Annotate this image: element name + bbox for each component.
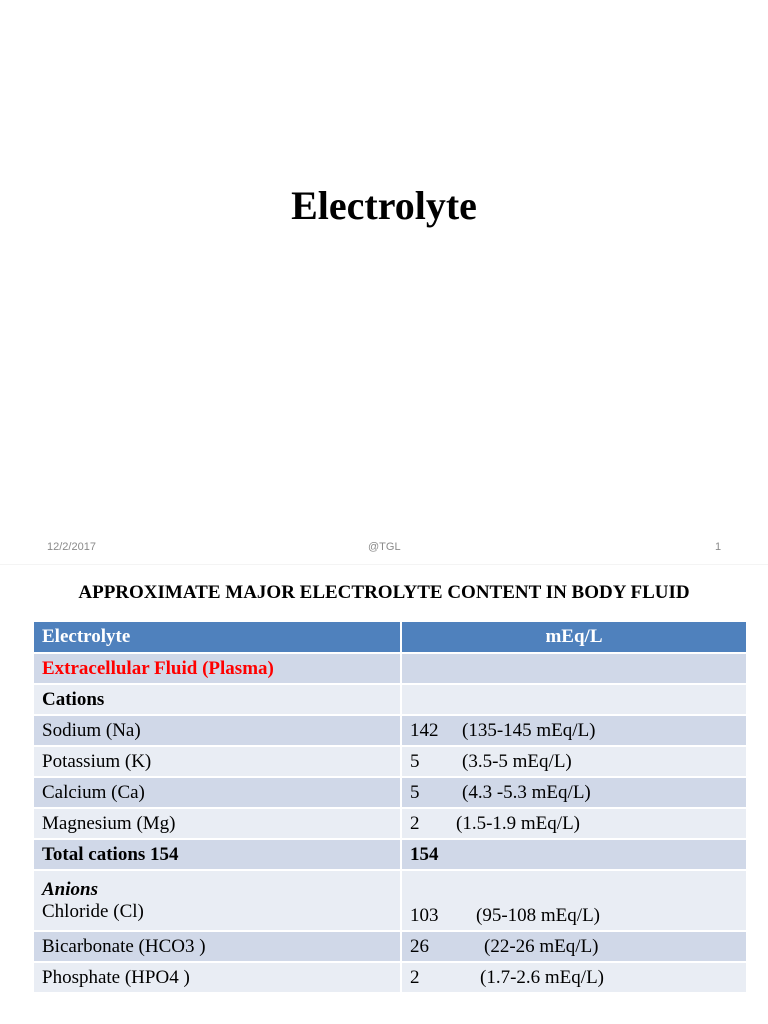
row-value [401, 931, 747, 962]
table-header-row [33, 621, 747, 653]
table-row [33, 746, 747, 777]
row-label: Calcium (Ca) [33, 777, 401, 808]
table-title: APPROXIMATE MAJOR ELECTROLYTE CONTENT IN BODY FLUID [78, 582, 690, 603]
row-value [401, 715, 747, 746]
row-value: 154 [401, 839, 747, 870]
row-value [401, 746, 747, 777]
row-number: 26 [410, 935, 429, 957]
row-range: (1.7-2.6 mEq/L) [480, 966, 605, 988]
row-range: (95-108 mEq/L) [476, 905, 601, 926]
table-row [33, 808, 747, 839]
header-meq: mEq/L [401, 621, 747, 653]
row-value [401, 653, 747, 684]
row-label: Cations [33, 684, 401, 715]
footer-page-number: 1 [715, 541, 722, 553]
row-label: Total cations 154 [33, 839, 401, 870]
footer-date: 12/2/2017 [47, 541, 96, 553]
row-range: (3.5-5 mEq/L) [462, 750, 572, 772]
table-row [33, 715, 747, 746]
slide-title: Electrolyte [291, 183, 477, 228]
row-range: (22-26 mEq/L) [484, 935, 599, 957]
row-range: (4.3 -5.3 mEq/L) [462, 781, 591, 803]
table-row [33, 653, 747, 684]
row-number: 142 [410, 719, 439, 741]
footer-author: @TGL [368, 541, 401, 553]
row-label: Phosphate (HPO4 ) [33, 962, 401, 993]
electrolyte-table [32, 620, 748, 994]
row-label-text: Chloride (Cl) [42, 900, 144, 922]
row-number: 5 [410, 781, 420, 803]
row-label: Extracellular Fluid (Plasma) [33, 653, 401, 684]
table-row [33, 870, 747, 931]
row-number: 2 [410, 966, 420, 988]
row-value [401, 870, 747, 931]
header-electrolyte: Electrolyte [33, 621, 401, 653]
row-number: 2 [410, 812, 420, 834]
anions-label: Anions [42, 878, 98, 900]
row-label [33, 870, 401, 931]
row-value [401, 962, 747, 993]
row-number: 103 [410, 905, 439, 926]
row-value [401, 808, 747, 839]
table-row [33, 684, 747, 715]
table-row [33, 962, 747, 993]
row-label: Magnesium (Mg) [33, 808, 401, 839]
electrolyte-table-slide [0, 565, 768, 1024]
row-label: Sodium (Na) [33, 715, 401, 746]
row-number: 5 [410, 750, 420, 772]
row-value [401, 777, 747, 808]
row-label: Bicarbonate (HCO3 ) [33, 931, 401, 962]
row-range: (135-145 mEq/L) [462, 719, 596, 741]
table-row [33, 839, 747, 870]
row-range: (1.5-1.9 mEq/L) [456, 812, 581, 834]
row-label: Potassium (K) [33, 746, 401, 777]
row-value [401, 684, 747, 715]
table-row [33, 931, 747, 962]
table-row [33, 777, 747, 808]
